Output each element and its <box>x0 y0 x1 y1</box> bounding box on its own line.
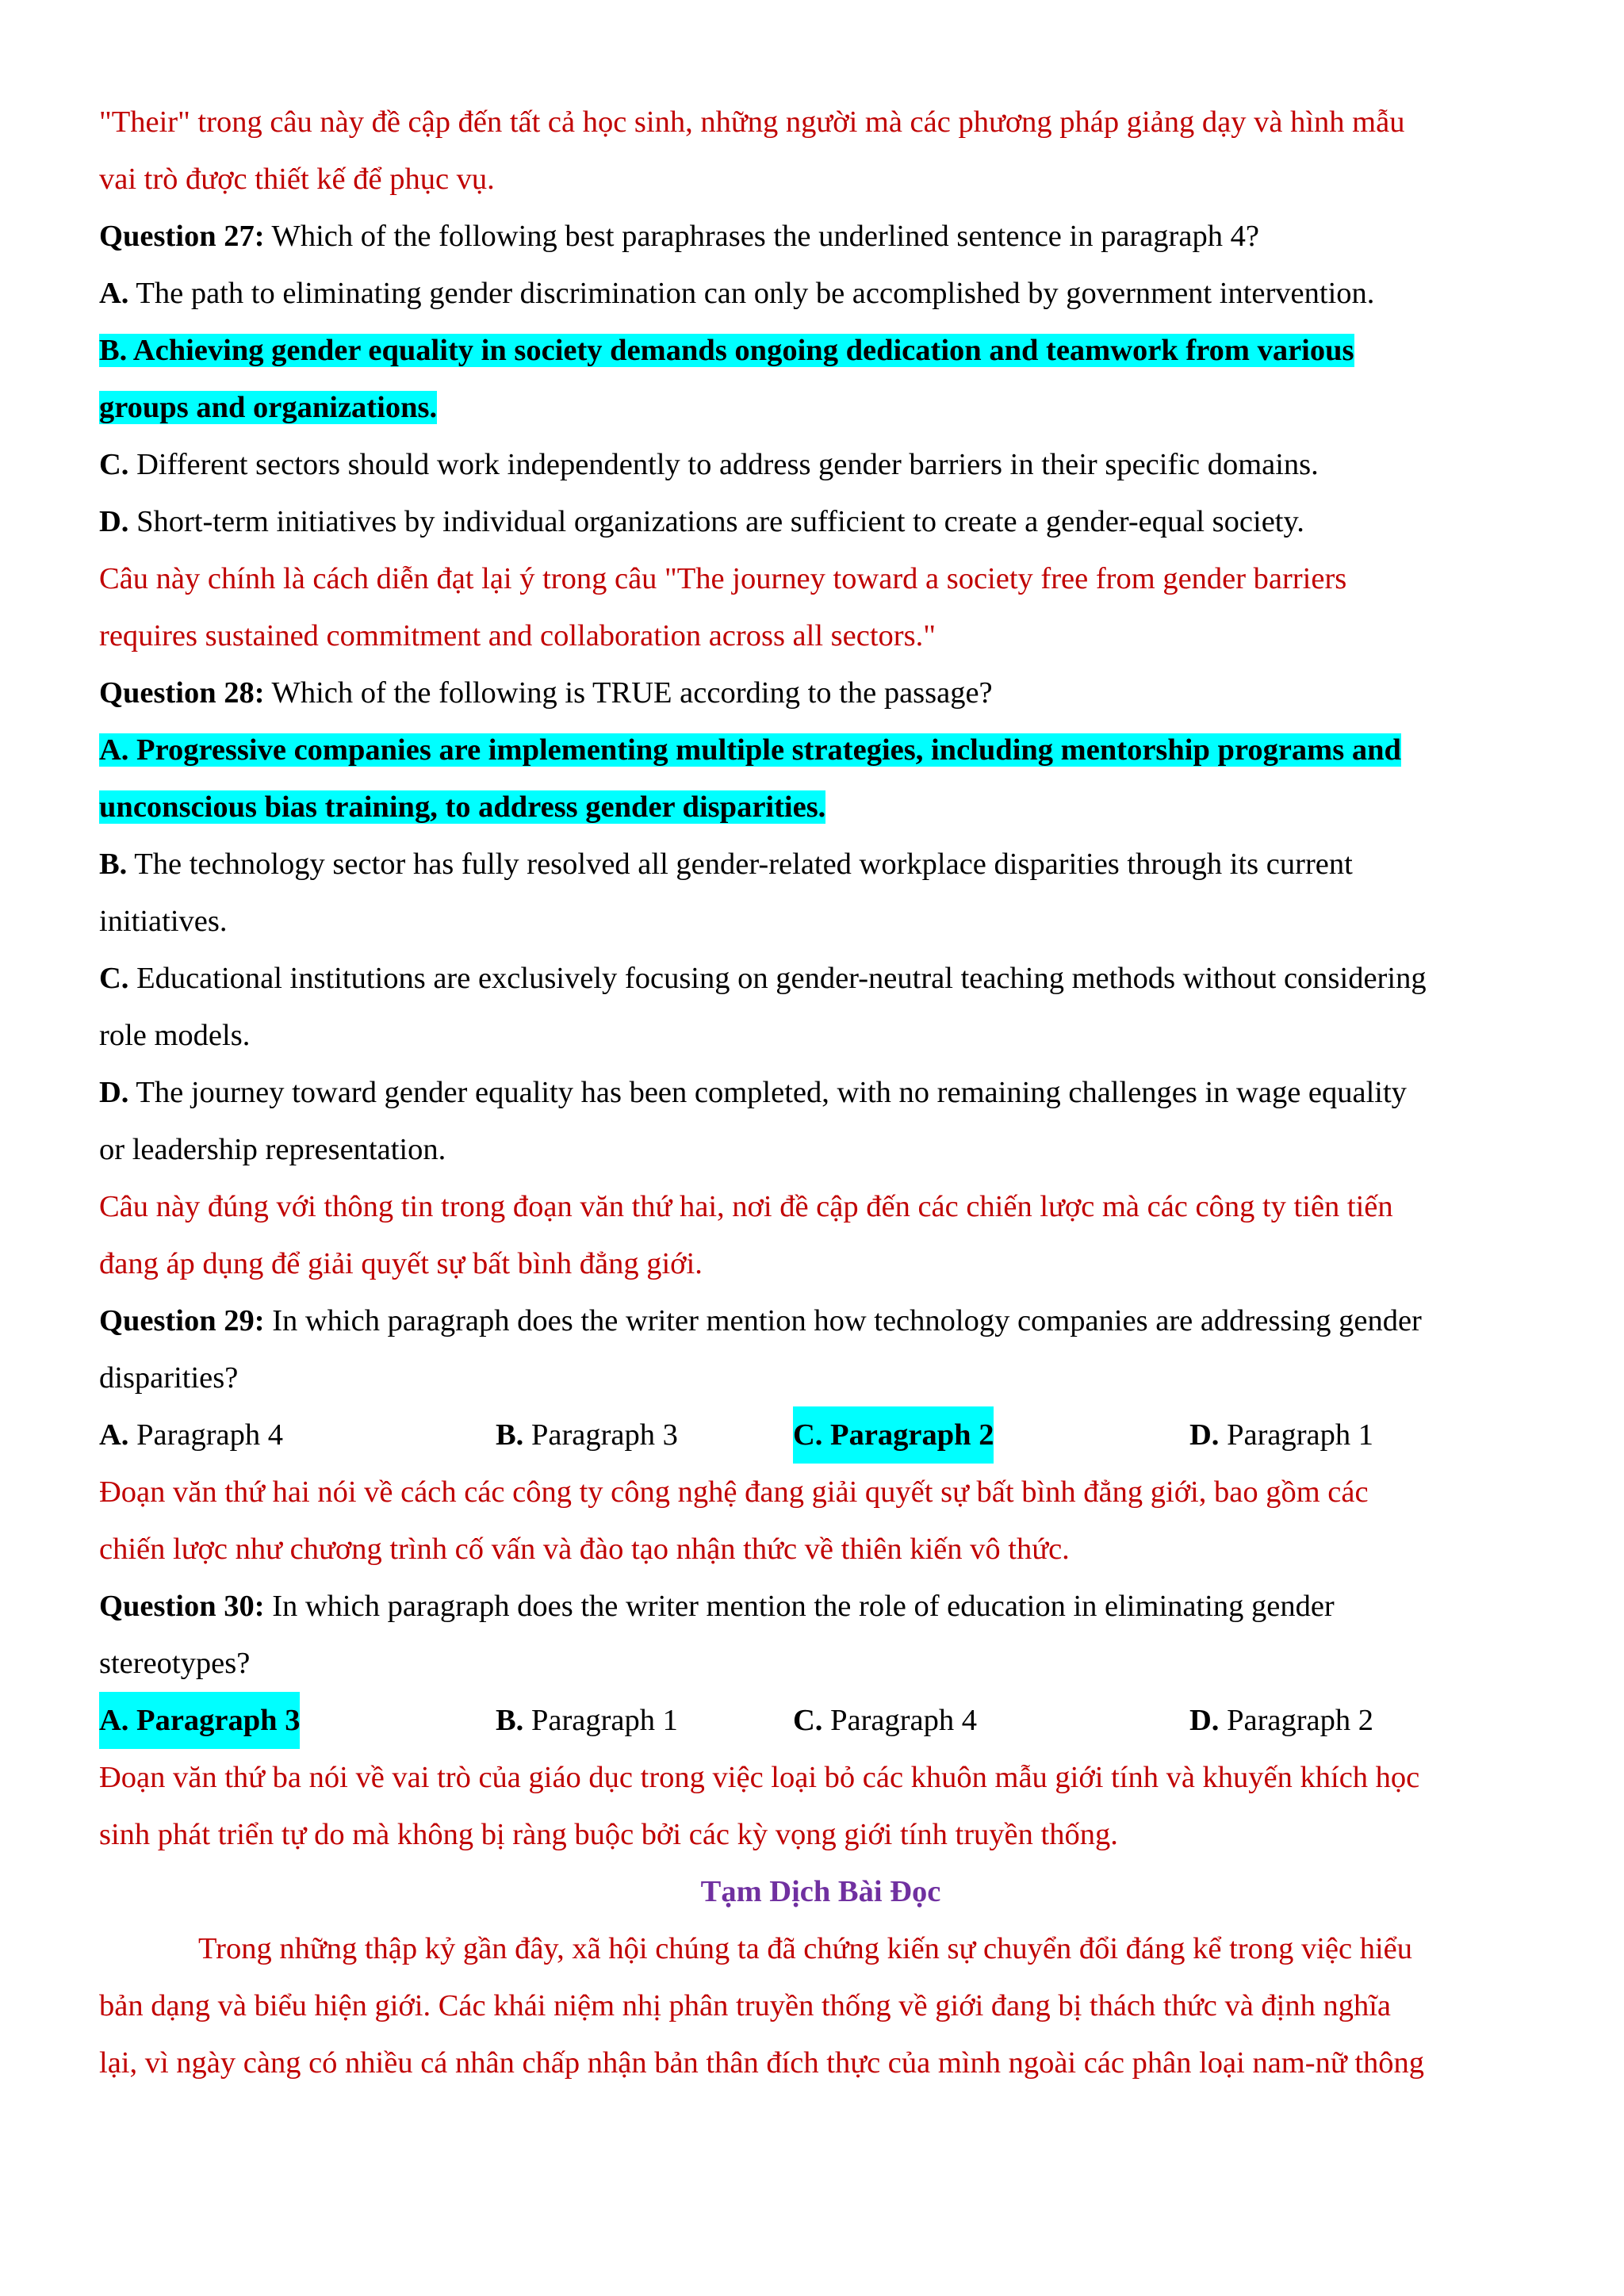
option-c <box>99 950 1542 1007</box>
explanation-line: đang áp dụng để giải quyết sự bất bình đẳng giới. <box>99 1247 703 1280</box>
explanation-line: chiến lược như chương trình cố vấn và đào tạo nhận thức về thiên kiến vô thức. <box>99 1533 1070 1566</box>
explanation-line: "Their" trong câu này đề cập đến tất cả học sinh, những người mà các phương pháp giảng dạy và hình mẫu <box>99 105 1405 139</box>
question-28 <box>99 664 1542 721</box>
option-d <box>99 1064 1542 1121</box>
option-d-cont: or leadership representation. <box>99 1133 446 1166</box>
option-text: The journey toward gender equality has been completed, with no remaining challenges in wage equality <box>128 1076 1407 1109</box>
option-label: B. <box>99 848 128 881</box>
option-text: The path to eliminating gender discrimination can only be accomplished by government intervention. <box>128 277 1375 310</box>
option-b-correct-cont <box>99 379 1542 436</box>
option-text: Different sectors should work independently to address gender barriers in their specific domains. <box>128 448 1319 481</box>
question-text-cont: disparities? <box>99 1361 239 1395</box>
option-a-correct-cont <box>99 779 1542 836</box>
option-c-cont: role models. <box>99 1019 251 1052</box>
option-text: Paragraph 2 <box>1219 1704 1374 1737</box>
option-b <box>496 1406 678 1464</box>
option-label: B. <box>496 1704 524 1737</box>
option-d <box>99 493 1542 550</box>
option-label: D. <box>1189 1418 1220 1452</box>
translation-line: bản dạng và biểu hiện giới. Các khái niệm nhị phân truyền thống về giới đang bị thách thức và định nghĩa <box>99 1989 1392 2022</box>
explanation-line: requires sustained commitment and collaboration across all sectors." <box>99 619 936 652</box>
option-c <box>793 1692 977 1749</box>
question-text: In which paragraph does the writer mention the role of education in eliminating gender <box>264 1590 1335 1623</box>
option-text: The technology sector has fully resolved all gender-related workplace disparities through its current <box>127 848 1353 881</box>
option-b <box>99 836 1542 893</box>
explanation-line: Câu này chính là cách diễn đạt lại ý trong câu "The journey toward a society free from gender barriers <box>99 562 1347 595</box>
option-label: D. <box>99 1076 129 1109</box>
option-text: Paragraph 1 <box>1219 1418 1374 1452</box>
option-d <box>1189 1692 1373 1749</box>
question-label: Question 29: <box>99 1304 265 1337</box>
option-d <box>1189 1406 1373 1464</box>
option-b-correct <box>99 322 1542 379</box>
question-label: Question 27: <box>99 220 265 253</box>
question-text-cont: stereotypes? <box>99 1647 251 1680</box>
options-row <box>99 1692 1542 1749</box>
highlighted-answer: A. Progressive companies are implementing multiple strategies, including mentorship programs and <box>99 733 1401 767</box>
question-text: Which of the following best paraphrases the underlined sentence in paragraph 4? <box>264 220 1259 253</box>
explanation-line: Đoạn văn thứ ba nói về vai trò của giáo dục trong việc loại bỏ các khuôn mẫu giới tính và khuyến khích học <box>99 1761 1420 1794</box>
question-text: In which paragraph does the writer mention how technology companies are addressing gender <box>264 1304 1422 1337</box>
option-c-correct: C. Paragraph 2 <box>793 1406 994 1464</box>
option-a-correct: A. Paragraph 3 <box>99 1692 300 1749</box>
option-text: Paragraph 3 <box>523 1418 678 1452</box>
option-a <box>99 1406 283 1464</box>
explanation-line: Câu này đúng với thông tin trong đoạn văn thứ hai, nơi đề cập đến các chiến lược mà các công ty tiên tiến <box>99 1190 1393 1223</box>
option-a-correct <box>99 721 1542 779</box>
option-text: Paragraph 4 <box>128 1418 284 1452</box>
question-label: Question 30: <box>99 1590 265 1623</box>
option-label: B. <box>496 1418 524 1452</box>
explanation-line: Đoạn văn thứ hai nói về cách các công ty công nghệ đang giải quyết sự bất bình đẳng giới, bao gồm các <box>99 1475 1369 1509</box>
option-a <box>99 265 1542 322</box>
option-label: C. <box>99 448 129 481</box>
option-text: Paragraph 1 <box>523 1704 678 1737</box>
highlighted-answer: groups and organizations. <box>99 391 438 424</box>
options-row <box>99 1406 1542 1464</box>
translation-line: Trong những thập kỷ gần đây, xã hội chúng ta đã chứng kiến sự chuyển đổi đáng kể trong việc hiểu <box>198 1932 1412 1965</box>
question-label: Question 28: <box>99 676 265 710</box>
question-29 <box>99 1292 1542 1349</box>
explanation-line: vai trò được thiết kế để phục vụ. <box>99 163 495 196</box>
option-text: Short-term initiatives by individual organizations are sufficient to create a gender-equal society. <box>128 505 1304 538</box>
explanation-line: sinh phát triển tự do mà không bị ràng buộc bởi các kỳ vọng giới tính truyền thống. <box>99 1818 1118 1851</box>
option-label: C. <box>793 1704 823 1737</box>
translation-line: lại, vì ngày càng có nhiều cá nhân chấp nhận bản thân đích thực của mình ngoài các phân loại nam-nữ thông <box>99 2046 1425 2080</box>
question-27 <box>99 208 1542 265</box>
option-label: D. <box>1189 1704 1220 1737</box>
option-label: A. <box>99 277 129 310</box>
question-30 <box>99 1578 1542 1635</box>
option-label: C. <box>99 962 129 995</box>
option-text: Educational institutions are exclusively focusing on gender-neutral teaching methods without considering <box>128 962 1427 995</box>
document-page <box>99 94 1542 2091</box>
option-c <box>99 436 1542 493</box>
option-b <box>496 1692 678 1749</box>
highlighted-answer: unconscious bias training, to address gender disparities. <box>99 790 826 824</box>
translation-title: Tạm Dịch Bài Đọc <box>700 1875 941 1908</box>
option-b-cont: initiatives. <box>99 905 228 938</box>
option-label: D. <box>99 505 129 538</box>
option-text: Paragraph 4 <box>822 1704 978 1737</box>
highlighted-answer: B. Achieving gender equality in society demands ongoing dedication and teamwork from various <box>99 334 1354 367</box>
option-label: A. <box>99 1418 129 1452</box>
question-text: Which of the following is TRUE according to the passage? <box>264 676 993 710</box>
